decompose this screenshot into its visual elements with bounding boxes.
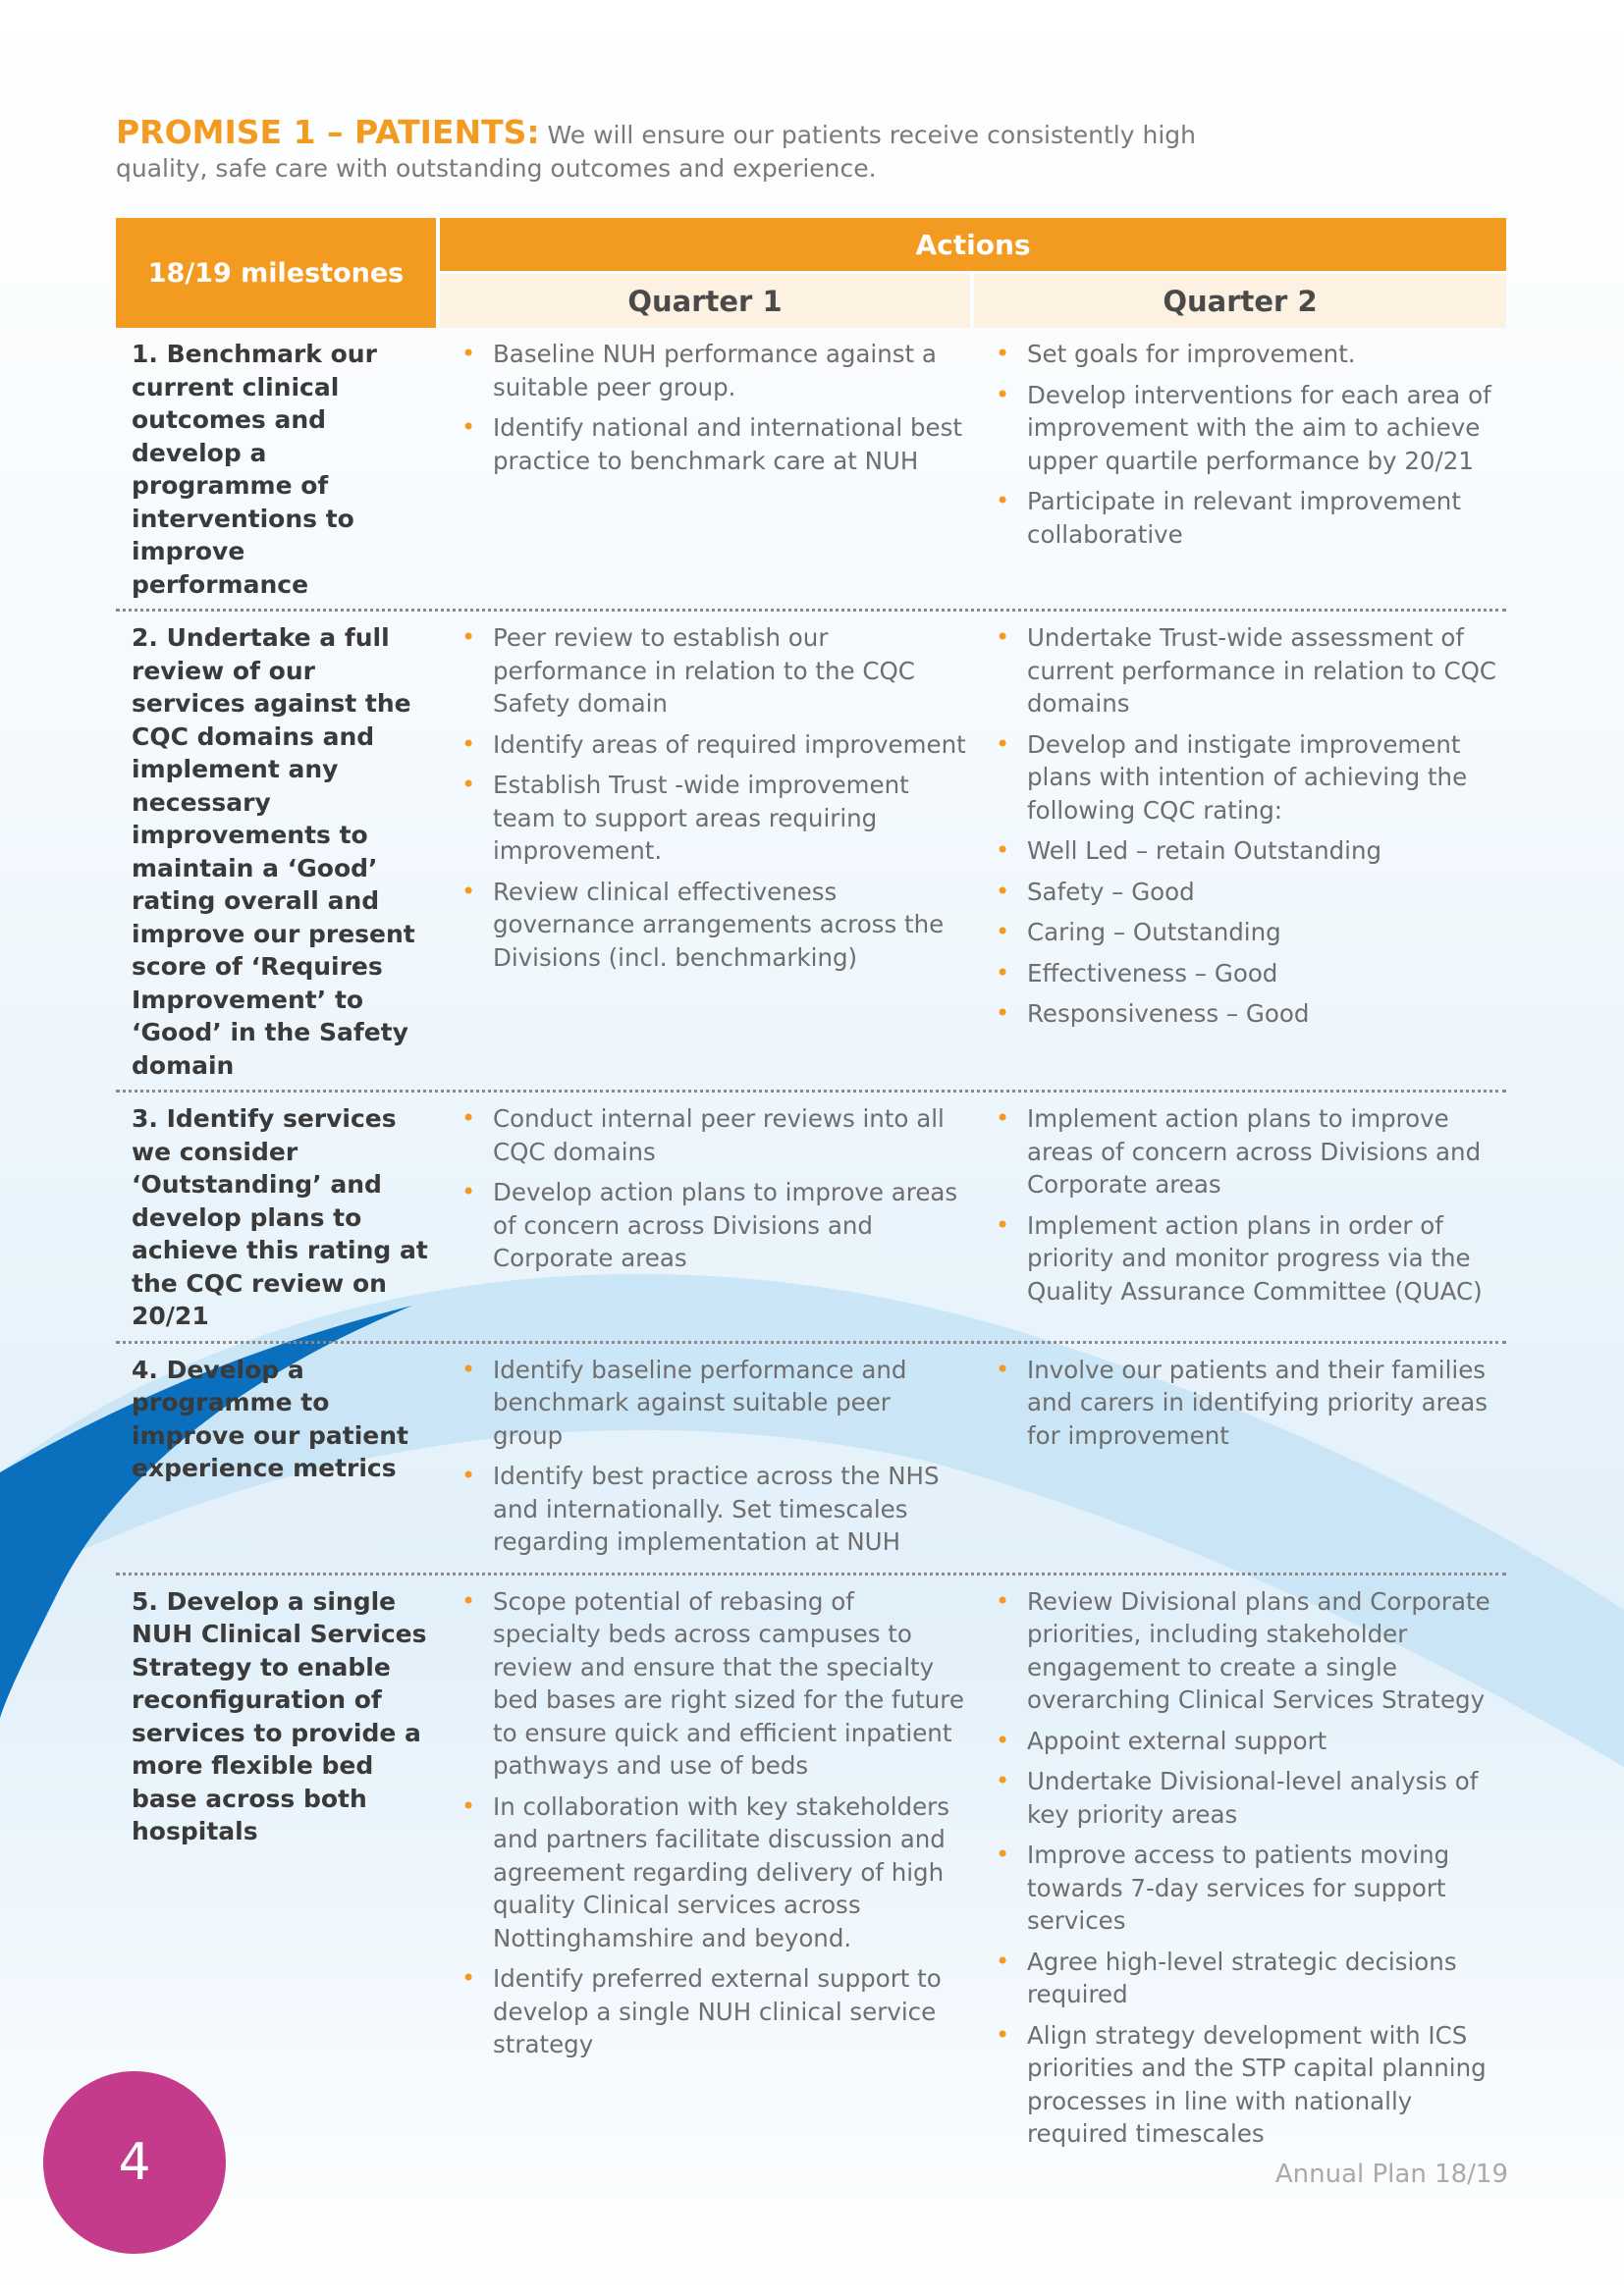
action-item bbox=[992, 997, 1498, 1031]
action-text: Undertake Trust-wide assessment of current performance in relation to CQC domains bbox=[1027, 623, 1497, 718]
action-text: Develop action plans to improve areas of concern across Divisions and Corporate areas bbox=[493, 1178, 958, 1272]
quarter-1-cell bbox=[440, 328, 974, 609]
action-item bbox=[992, 1839, 1498, 1938]
quarter-2-cell bbox=[974, 328, 1506, 609]
action-item bbox=[992, 485, 1498, 551]
action-list bbox=[992, 338, 1498, 551]
action-item bbox=[992, 876, 1498, 909]
action-list bbox=[458, 1585, 966, 2061]
bullet-icon: • bbox=[996, 1767, 1010, 1794]
bullet-icon: • bbox=[996, 2020, 1010, 2049]
action-text: Responsiveness – Good bbox=[1027, 999, 1310, 1028]
action-list bbox=[992, 621, 1498, 1031]
quarter-1-cell bbox=[440, 612, 974, 1090]
milestones-table bbox=[116, 218, 1506, 2164]
table-header bbox=[116, 218, 1506, 328]
bullet-icon: • bbox=[996, 1947, 1010, 1975]
action-text: Scope potential of rebasing of specialty beds across campuses to review and ensure that the specialty bed bases are right sized for the future to ensure quick and efficient inpatient pathways and use of beds bbox=[493, 1586, 964, 1780]
action-text: Involve our patients and their families and carers in identifying priority areas for improvement bbox=[1027, 1355, 1489, 1450]
action-list bbox=[992, 1585, 1498, 2151]
quarter-1-cell bbox=[440, 1093, 974, 1341]
action-text: Baseline NUH performance against a suitable peer group. bbox=[493, 340, 937, 401]
table-row bbox=[116, 612, 1506, 1093]
action-item bbox=[458, 1790, 966, 1955]
action-item bbox=[458, 1460, 966, 1559]
action-text: Undertake Divisional-level analysis of key priority areas bbox=[1027, 1767, 1479, 1829]
bullet-icon: • bbox=[461, 1586, 476, 1615]
table-row bbox=[116, 1344, 1506, 1575]
bullet-icon: • bbox=[996, 1355, 1010, 1383]
footer-title: Annual Plan 18/19 bbox=[1274, 2160, 1508, 2189]
bullet-icon: • bbox=[996, 380, 1010, 408]
bullet-icon: • bbox=[461, 413, 476, 441]
action-text: Peer review to establish our performance in relation to the CQC Safety domain bbox=[493, 623, 915, 718]
action-item bbox=[992, 1585, 1498, 1717]
promise-heading bbox=[116, 113, 1245, 186]
milestone-cell: 2. Undertake a full review of our services against the CQC domains and implement any necessary improvements to maintain a ‘Good’ rating overall and improve our present score of ‘Requires Improvement’ to ‘Good’ in the Safety domain bbox=[132, 623, 415, 1080]
bullet-icon: • bbox=[461, 1791, 476, 1820]
action-text: Participate in relevant improvement collaborative bbox=[1027, 487, 1461, 549]
action-item bbox=[458, 876, 966, 975]
milestone-cell: 5. Develop a single NUH Clinical Services Strategy to enable reconfiguration of services to provide a more flexible bed base across both hospitals bbox=[132, 1586, 427, 1845]
quarter-1-cell bbox=[440, 1344, 974, 1573]
bullet-icon: • bbox=[996, 729, 1010, 758]
action-text: Align strategy development with ICS priorities and the STP capital planning processes in line with nationally required timescales bbox=[1027, 2020, 1487, 2148]
table-row bbox=[116, 328, 1506, 612]
quarter-2-cell bbox=[974, 1344, 1506, 1573]
action-text: Establish Trust -wide improvement team to support areas requiring improvement. bbox=[493, 771, 909, 865]
action-text: Identify areas of required improvement bbox=[493, 729, 966, 759]
action-item bbox=[992, 1209, 1498, 1308]
bullet-icon: • bbox=[461, 1355, 476, 1383]
quarter-1-cell bbox=[440, 1575, 974, 2164]
bullet-icon: • bbox=[461, 771, 476, 798]
action-text: Develop and instigate improvement plans with intention of achieving the following CQC rating: bbox=[1027, 729, 1468, 825]
milestone-cell: 1. Benchmark our current clinical outcomes and develop a programme of interventions to improve performance bbox=[132, 340, 377, 599]
bullet-icon: • bbox=[461, 1462, 476, 1489]
action-text: Implement action plans to improve areas of concern across Divisions and Corporate areas bbox=[1027, 1104, 1482, 1199]
action-item bbox=[992, 1102, 1498, 1201]
action-item bbox=[458, 1354, 966, 1453]
action-text: Identify best practice across the NHS and internationally. Set timescales regarding implementation at NUH bbox=[493, 1462, 940, 1556]
action-item bbox=[992, 916, 1498, 949]
action-item bbox=[458, 1102, 966, 1168]
action-item bbox=[992, 338, 1498, 371]
bullet-icon: • bbox=[996, 1586, 1010, 1615]
quarter-2-cell bbox=[974, 612, 1506, 1090]
milestone-cell: 4. Develop a programme to improve our patient experience metrics bbox=[132, 1355, 408, 1482]
action-list bbox=[458, 1354, 966, 1559]
action-text: Review clinical effectiveness governance arrangements across the Divisions (incl. benchmarking) bbox=[493, 877, 945, 972]
action-text: Set goals for improvement. bbox=[1027, 340, 1356, 368]
action-text: Caring – Outstanding bbox=[1027, 918, 1281, 946]
action-list bbox=[458, 1102, 966, 1275]
bullet-icon: • bbox=[996, 1841, 1010, 1868]
action-item bbox=[458, 338, 966, 403]
action-item bbox=[458, 621, 966, 721]
action-list bbox=[992, 1102, 1498, 1308]
bullet-icon: • bbox=[996, 623, 1010, 651]
action-text: Implement action plans in order of priority and monitor progress via the Quality Assurance Committee (QUAC) bbox=[1027, 1210, 1483, 1306]
bullet-icon: • bbox=[996, 1726, 1010, 1754]
bullet-icon: • bbox=[996, 958, 1010, 987]
action-text: Well Led – retain Outstanding bbox=[1027, 836, 1382, 865]
quarter-2-cell bbox=[974, 1575, 1506, 2164]
action-text: Identify national and international best practice to benchmark care at NUH bbox=[493, 413, 962, 475]
bullet-icon: • bbox=[996, 918, 1010, 945]
action-item bbox=[992, 957, 1498, 990]
promise-lead: PROMISE 1 – PATIENTS: bbox=[116, 113, 540, 151]
action-list bbox=[992, 1354, 1498, 1453]
table-body bbox=[116, 328, 1506, 2164]
milestones-header: 18/19 milestones bbox=[116, 218, 436, 328]
action-item bbox=[992, 1725, 1498, 1758]
action-text: Effectiveness – Good bbox=[1027, 958, 1278, 988]
action-text: Safety – Good bbox=[1027, 877, 1195, 906]
bullet-icon: • bbox=[996, 836, 1010, 864]
action-item bbox=[458, 1176, 966, 1275]
bullet-icon: • bbox=[461, 1178, 476, 1205]
action-list bbox=[458, 621, 966, 974]
bullet-icon: • bbox=[461, 1104, 476, 1132]
bullet-icon: • bbox=[461, 1964, 476, 1992]
action-text: Review Divisional plans and Corporate priorities, including stakeholder engagement to create a single overarching Clinical Services Strategy bbox=[1027, 1586, 1490, 1714]
action-text: In collaboration with key stakeholders and partners facilitate discussion and agreement regarding delivery of high quality Clinical services across Nottinghamshire and beyond. bbox=[493, 1791, 949, 1952]
bullet-icon: • bbox=[996, 1104, 1010, 1132]
milestone-cell: 3. Identify services we consider ‘Outstanding’ and develop plans to achieve this rating at the CQC review on 20/21 bbox=[132, 1104, 428, 1330]
action-item bbox=[458, 769, 966, 868]
action-item bbox=[992, 1946, 1498, 2011]
action-text: Appoint external support bbox=[1027, 1726, 1327, 1755]
action-text: Conduct internal peer reviews into all CQC domains bbox=[493, 1104, 945, 1166]
action-item bbox=[992, 621, 1498, 721]
quarter-1-header: Quarter 1 bbox=[440, 274, 970, 328]
table-row bbox=[116, 1575, 1506, 2164]
bullet-icon: • bbox=[461, 623, 476, 651]
quarter-2-cell bbox=[974, 1093, 1506, 1341]
actions-header: Actions bbox=[440, 218, 1506, 271]
action-list bbox=[458, 338, 966, 477]
bullet-icon: • bbox=[996, 999, 1010, 1027]
bullet-icon: • bbox=[996, 340, 1010, 367]
action-item bbox=[458, 1962, 966, 2061]
action-item bbox=[992, 834, 1498, 868]
bullet-icon: • bbox=[996, 1210, 1010, 1239]
action-text: Identify preferred external support to develop a single NUH clinical service strategy bbox=[493, 1964, 942, 2058]
action-item bbox=[458, 728, 966, 762]
bullet-icon: • bbox=[461, 877, 476, 905]
bullet-icon: • bbox=[461, 729, 476, 758]
bullet-icon: • bbox=[996, 877, 1010, 905]
action-text: Agree high-level strategic decisions required bbox=[1027, 1947, 1457, 2008]
action-item bbox=[992, 1765, 1498, 1831]
bullet-icon: • bbox=[996, 487, 1010, 514]
table-row bbox=[116, 1093, 1506, 1344]
quarter-2-header: Quarter 2 bbox=[974, 274, 1506, 328]
bullet-icon: • bbox=[461, 340, 476, 367]
action-item bbox=[458, 1585, 966, 1783]
promise-text: We will ensure our patients receive consistently high quality, safe care with outstanding outcomes and experience. bbox=[116, 121, 1196, 183]
action-item bbox=[992, 2019, 1498, 2151]
action-text: Improve access to patients moving towards 7-day services for support services bbox=[1027, 1841, 1450, 1935]
action-item bbox=[992, 1354, 1498, 1453]
action-text: Identify baseline performance and benchmark against suitable peer group bbox=[493, 1355, 907, 1450]
action-text: Develop interventions for each area of improvement with the aim to achieve upper quartile performance by 20/21 bbox=[1027, 380, 1491, 475]
action-item bbox=[992, 728, 1498, 828]
action-item bbox=[992, 379, 1498, 478]
action-item bbox=[458, 411, 966, 477]
page-number-badge: 4 bbox=[43, 2071, 226, 2254]
